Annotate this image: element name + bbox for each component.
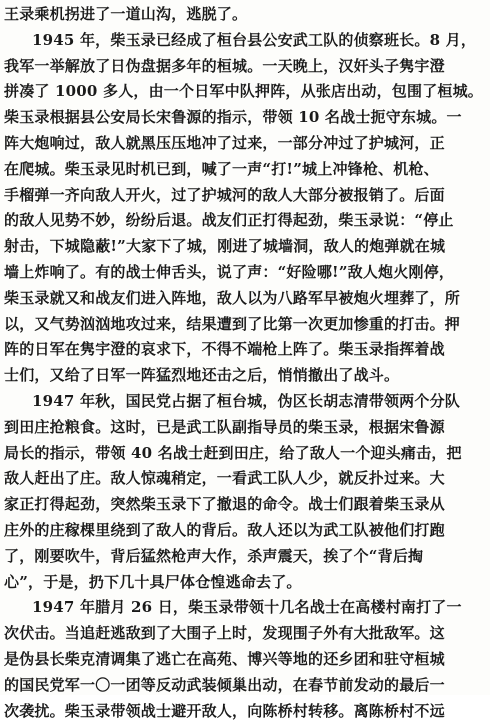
text-line: 阵大炮响过，敌人就黑压压地冲了过来，一部分冲过了护城河，正 (4, 133, 445, 152)
text-line: 阵的日军在隽宇澄的哀求下，不得不端枪上阵了。柴玉录指挥着战 (4, 340, 445, 359)
text-line: 家正打得起劲，突然柴玉录下了撤退的命令。战士们跟着柴玉录从 (4, 495, 445, 514)
text-line: 到田庄抢粮食。这时，已是武工队副指导员的柴玉录，根据宋鲁源 (4, 417, 445, 436)
text-line: 墙上炸响了。有的战士伸舌头，说了声：“好险哪!”敌人炮火刚停， (4, 262, 455, 281)
paragraph-first-line: 1947 年腊月 26 日，柴玉录带领十几名战士在高楼村南打了一 (32, 598, 462, 617)
paragraph-first-line: 1947 年秋，国民党占据了桓台城，伪区长胡志清带领两个分队 (32, 391, 460, 410)
text-line: 是伪县长柴克清调集了逃亡在高苑、博兴等地的还乡团和驻守桓城 (4, 649, 445, 668)
text-line: 在爬城。柴玉录见时机已到，喊了一声“打!”城上冲锋枪、机枪、 (4, 159, 439, 178)
text-line: 手榴弹一齐向敌人开火，过了护城河的敌人大部分被报销了。后面 (4, 185, 445, 204)
text-line: 王录乘机拐进了一道山沟，逃脱了。 (4, 5, 248, 23)
text-line: 以，又气势汹汹地攻过来，结果遭到了比第一次更加惨重的打击。押 (4, 314, 461, 333)
text-line: 的国民党军一〇一团等反动武装倾巢出动，在春节前发动的最后一 (4, 675, 445, 694)
text-line: 的敌人见势不妙，纷纷后退。战友们正打得起劲，柴玉录说：“停止 (4, 211, 454, 230)
text-line: 士们，又给了日军一阵猛烈地还击之后，悄悄撤出了战斗。 (4, 366, 400, 385)
text-line: 我军一举解放了日伪盘据多年的桓城。一天晚上，汉奸头子隽宇澄 (4, 56, 445, 75)
text-line: 射击，下城隐蔽!”大家下了城，刚进了城墙洞，敌人的炮弹就在城 (4, 237, 446, 256)
text-line: 次伏击。当追赶逃敌到了大围子上时，发现围子外有大批敌军。这 (4, 624, 445, 643)
text-line: 了，刚要吹牛，背后猛然枪声大作，杀声震天，挨了个“背后掏 (4, 546, 424, 565)
document-body (4, 2, 486, 724)
text-line: 局长的指示，带领 40 名战士赶到田庄，给了敌人一个迎头痛击，把 (4, 443, 462, 462)
text-line: 柴玉录就又和战友们进入阵地，敌人以为八路军早被炮火埋葬了，所 (4, 288, 461, 307)
text-line: 敌人赶出了庄。敌人惊魂稍定，一看武工队人少，就反扑过来。大 (4, 469, 445, 488)
text-line: 拼凑了 1000 多人，由一个日军中队押阵，从张店出动，包围了桓城。 (4, 82, 483, 101)
text-line: 庄外的庄稼棵里绕到了敌人的背后。敌人还以为武工队被他们打跑 (4, 520, 445, 539)
text-line: 心”，于是，扔下几十具尸体仓惶逃命去了。 (4, 572, 302, 591)
text-line: 柴玉录根据县公安局长宋鲁源的指示，带领 10 名战士扼守东城。一 (4, 108, 462, 127)
paragraph-first-line: 1945 年，柴玉录已经成了桓台县公安武工队的侦察班长。8 月， (32, 30, 477, 49)
text-line: 次袭扰。柴玉录带领战士避开敌人，向陈桥村转移。离陈桥村不远 (4, 701, 445, 720)
